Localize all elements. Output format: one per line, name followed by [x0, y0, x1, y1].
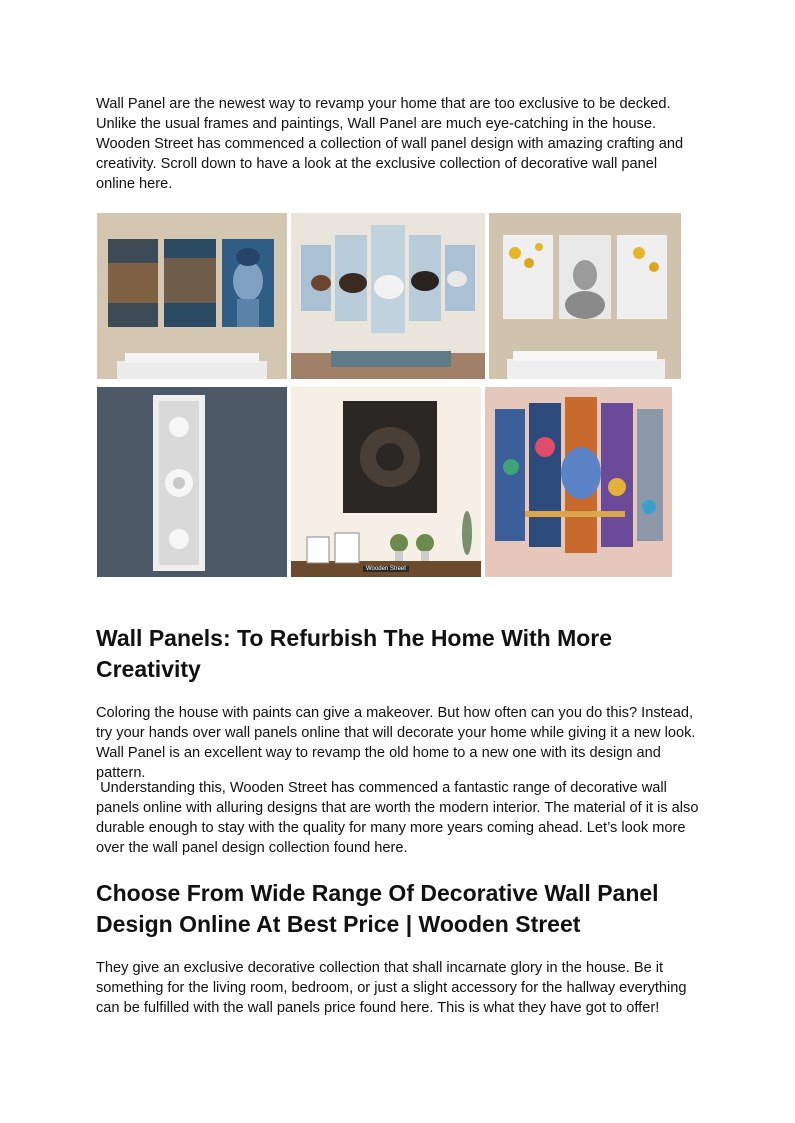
wooden-street-caption: Wooden Street [363, 566, 409, 572]
buddha-tree-panel-image [489, 213, 681, 379]
intro-paragraph: Wall Panel are the newest way to revamp your home that are too exclusive to be decked. Unlike the usual frames and paintings, Wall Panel are much eye-catching in the house. Wooden Street has commenced a collection of wall panel design with amazing crafting and creativity. Scroll down to have a look at the exclusive collection of decorative wall panel online here. [96, 96, 684, 192]
paragraph-collection: They give an exclusive decorative collection that shall incarnate glory in the house. Be it something for the living room, bedroom, or just a slight accessory for the hallway everything can be fulfilled with the wall panels price found here. This is what they have got to offer! [96, 960, 687, 1016]
white-carved-panel-image [97, 387, 287, 577]
section-heading-refurbish: Wall Panels: To Refurbish The Home With More Creativity [96, 625, 613, 682]
black-carved-panel-image [291, 387, 481, 577]
paragraph-understanding: Understanding this, Wooden Street has commenced a fantastic range of decorative wall panels online with alluring designs that are worth the modern interior. The material of it is also durable enough to stay with the quality for many more years coming ahead. Let’s look more over the wall panel design collection found here. [96, 780, 703, 856]
krishna-panel-image [485, 387, 672, 577]
buddha-panel-image [97, 213, 287, 379]
section-heading-choose: Choose From Wide Range Of Decorative Wall Panel Design Online At Best Price | Wooden Street [96, 880, 659, 937]
horses-panel-image [291, 213, 485, 379]
paragraph-coloring: Coloring the house with paints can give a makeover. But how often can you do this? Instead, try your hands over wall panels online that will decorate your home while giving it a new look. Wall Panel is an excellent way to revamp the old home to a new one with its design and pattern. [96, 705, 696, 781]
